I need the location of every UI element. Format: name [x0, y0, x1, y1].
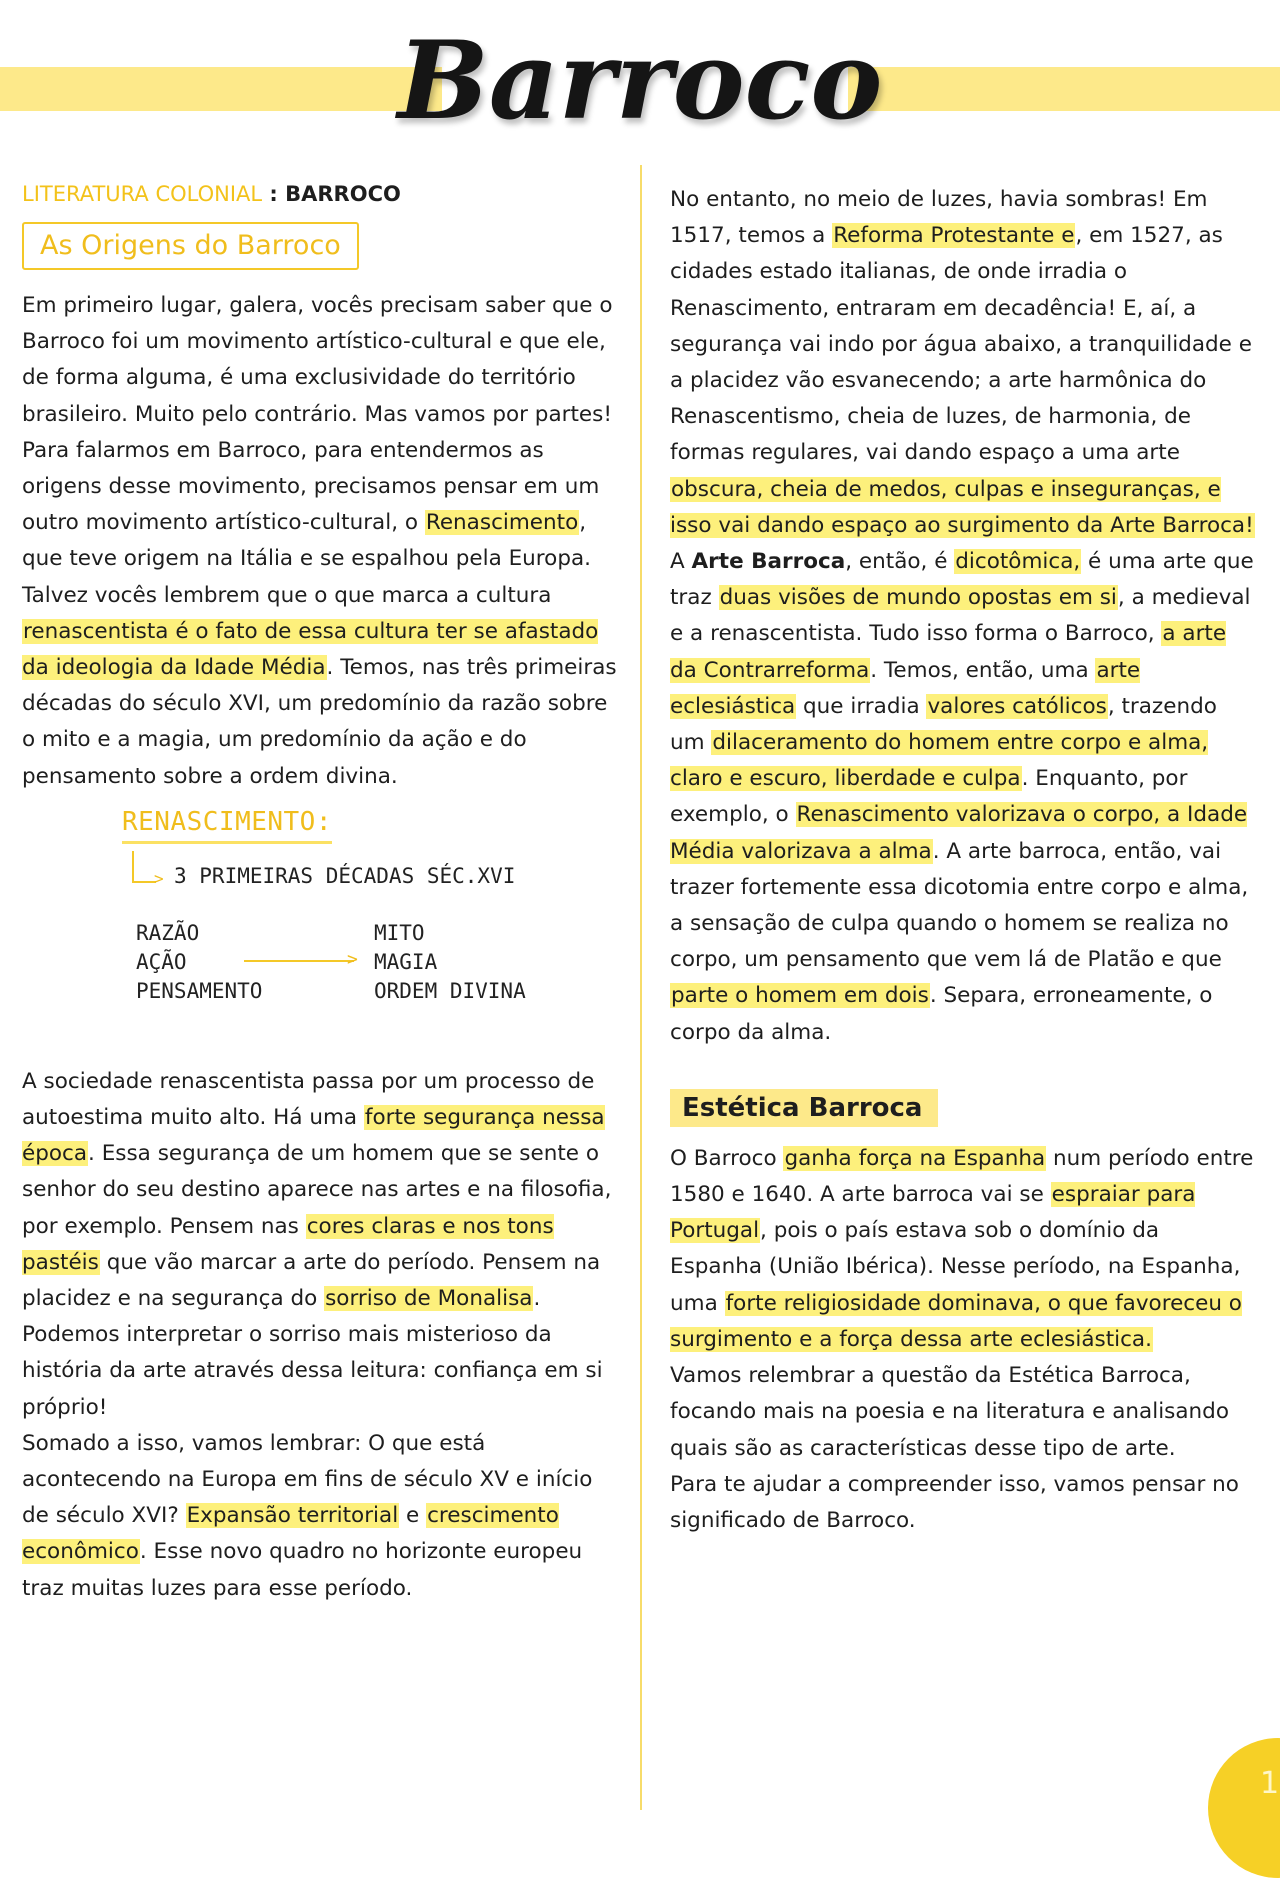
text-run: , em 1527, as cidades estado italianas, de onde irradia o Renascimento, entraram em decadência! E, aí, a segurança vai indo por água abaixo, a tranquilidade e a placidez vão esvanecendo; a arte harmônica do Renascentismo, cheia de luzes, de harmonia, de formas regulares, vai dando espaço a uma arte — [670, 223, 1252, 466]
diagram-arrow-line — [244, 960, 354, 962]
highlighted-text: Renascimento valorizava o corpo, a Idade Média valorizava a alma — [670, 802, 1248, 864]
highlighted-text: a arte da Contrarreforma — [670, 621, 1227, 683]
highlighted-text: forte religiosidade dominava, o que favoreceu o surgimento e a força dessa arte eclesiástica. — [670, 1290, 1242, 1352]
column-divider — [640, 165, 642, 1810]
diagram-left-list — [136, 919, 262, 1006]
section-label-topic: BARROCO — [285, 182, 401, 206]
text-run: . Enquanto, por exemplo, o — [670, 766, 1188, 828]
diagram-left-item: PENSAMENTO — [136, 978, 263, 1003]
text-run: e — [399, 1503, 427, 1529]
text-run: é uma arte que traz — [670, 549, 1254, 611]
text-run: , então, é — [845, 549, 955, 575]
left-paragraph-5 — [22, 1426, 622, 1607]
text-run: num período entre 1580 e 1640. A arte barroca vai se — [670, 1145, 1254, 1208]
arrow-right-icon: > — [347, 948, 358, 970]
renascimento-diagram — [22, 799, 622, 1064]
text-run: . Temos, nas três primeiras décadas do século XVI, um predomínio da razão sobre o mito e a magia, um predomínio da ação e do pensamento sobre a ordem divina. — [22, 655, 617, 789]
diagram-title-underline — [122, 841, 332, 844]
left-paragraph-3 — [22, 578, 622, 795]
page-number-badge — [1208, 1738, 1280, 1878]
highlighted-text: arte eclesiástica — [670, 657, 1141, 719]
diagram-left-item: AÇÃO — [136, 949, 187, 974]
left-column — [22, 178, 622, 1607]
left-paragraph-4 — [22, 1064, 622, 1426]
text-run: . Podemos interpretar o sorriso mais misterioso da história da arte através dessa leitura: confiança em si próprio! — [22, 1286, 603, 1420]
section-label — [22, 178, 622, 210]
diagram-subtitle: 3 PRIMEIRAS DÉCADAS SÉC.XVI — [174, 863, 516, 888]
highlighted-text: forte segurança nessa época — [22, 1105, 605, 1167]
diagram-right-list — [374, 919, 526, 1006]
text-run: O Barroco — [670, 1145, 784, 1171]
origins-heading: As Origens do Barroco — [22, 222, 359, 270]
text-run: Talvez vocês lembrem que o que marca a cultura — [22, 582, 552, 608]
page-title: Barroco — [397, 18, 883, 144]
right-paragraph-1 — [670, 182, 1255, 544]
diagram-hook-arrow — [132, 851, 156, 883]
text-run: . Essa segurança de um homem que se sente o senhor do seu destino aparece nas artes e na filosofia, por exemplo. Pensem nas — [22, 1141, 612, 1239]
highlighted-text: sorriso de Monalisa — [325, 1286, 533, 1312]
section-label-separator: : — [262, 182, 286, 206]
right-paragraph-2 — [670, 544, 1255, 1051]
bold-text: Arte Barroca — [691, 549, 846, 575]
diagram-right-item: ORDEM DIVINA — [374, 978, 526, 1003]
highlighted-text: dicotômica, — [955, 549, 1081, 575]
text-run: . Temos, então, uma — [870, 657, 1096, 683]
highlighted-text: Reforma Protestante e — [833, 223, 1075, 249]
right-paragraph-5: Para te ajudar a compreender isso, vamos pensar no significado de Barroco. — [670, 1471, 1239, 1533]
text-run: No entanto, no meio de luzes, havia sombras! Em 1517, temos a — [670, 187, 1208, 249]
text-run: que irradia — [796, 693, 927, 719]
highlighted-text: renascentista é o fato de essa cultura ter se afastado da ideologia da Idade Média — [22, 618, 599, 681]
highlighted-text: Expansão territorial — [186, 1503, 399, 1529]
left-paragraph-2 — [22, 433, 622, 578]
estetica-heading: Estética Barroca — [670, 1089, 938, 1127]
highlighted-text: parte o homem em dois — [671, 983, 929, 1009]
highlighted-text: espraiar para Portugal — [670, 1182, 1196, 1244]
text-run: , que teve origem na Itália e se espalhou pela Europa. — [22, 510, 591, 572]
text-run: . A arte barroca, então, vai trazer fortemente essa dicotomia entre corpo e alma, a sensação de culpa quando o homem se realiza no corpo, um pensamento que vem lá de Platão e que — [670, 838, 1249, 973]
left-paragraph-1: Em primeiro lugar, galera, vocês precisam saber que o Barroco foi um movimento artístico-cultural e que ele, de forma alguma, é uma exclusividade do território brasileiro. Muito pelo contrário. Mas vamos por partes! — [22, 293, 613, 427]
highlighted-text: Renascimento — [425, 510, 579, 536]
text-run: A — [670, 549, 692, 575]
right-paragraph-4: Vamos relembrar a questão da Estética Barroca, focando mais na poesia e na literatura e analisando quais são as características desse tipo de arte. — [670, 1363, 1229, 1461]
diagram-right-item: MITO — [374, 920, 425, 945]
highlighted-text: cores claras e nos tons pastéis — [22, 1213, 554, 1275]
right-paragraph-3 — [670, 1141, 1255, 1358]
highlighted-text: crescimento econômico — [22, 1503, 559, 1565]
highlighted-text: ganha força na Espanha — [784, 1145, 1046, 1171]
section-label-category: LITERATURA COLONIAL — [22, 182, 263, 206]
page-number: 1 — [1260, 1766, 1280, 1801]
text-run: , pois o país estava sob o domínio da Espanha (União Ibérica). Nesse período, na Espanha, uma — [670, 1218, 1241, 1316]
text-run: , trazendo um — [670, 693, 1217, 756]
highlighted-text: dilaceramento do homem entre corpo e alma, claro e escuro, liberdade e culpa — [670, 730, 1209, 792]
text-run: . Esse novo quadro no horizonte europeu traz muitas luzes para esse período. — [22, 1539, 583, 1601]
diagram-title: RENASCIMENTO: — [122, 806, 332, 837]
highlighted-text: obscura, cheia de medos, culpas e inseguranças, e isso vai dando espaço ao surgimento da Arte Barroca! — [670, 476, 1254, 538]
text-run: A sociedade renascentista passa por um processo de autoestima muito alto. Há uma — [22, 1068, 595, 1131]
hook-arrow-head-icon: > — [154, 868, 164, 888]
text-run: . Separa, erroneamente, o corpo da alma. — [670, 983, 1213, 1045]
diagram-right-item: MAGIA — [374, 949, 438, 974]
highlighted-text: valores católicos — [927, 693, 1107, 719]
text-run: , a medieval e a renascentista. Tudo isso forma o Barroco, — [670, 585, 1251, 647]
highlighted-text: duas visões de mundo opostas em si — [719, 585, 1117, 611]
text-run: Para falarmos em Barroco, para entendermos as origens desse movimento, precisamos pensar em um outro movimento artístico-cultural, o — [22, 437, 600, 536]
text-run: Somado a isso, vamos lembrar: O que está acontecendo na Europa em fins de século XV e início de século XVI? — [22, 1430, 593, 1529]
right-column — [670, 182, 1255, 1539]
text-run: que vão marcar a arte do período. Pensem na placidez e na segurança do — [22, 1249, 601, 1312]
diagram-left-item: RAZÃO — [136, 920, 200, 945]
